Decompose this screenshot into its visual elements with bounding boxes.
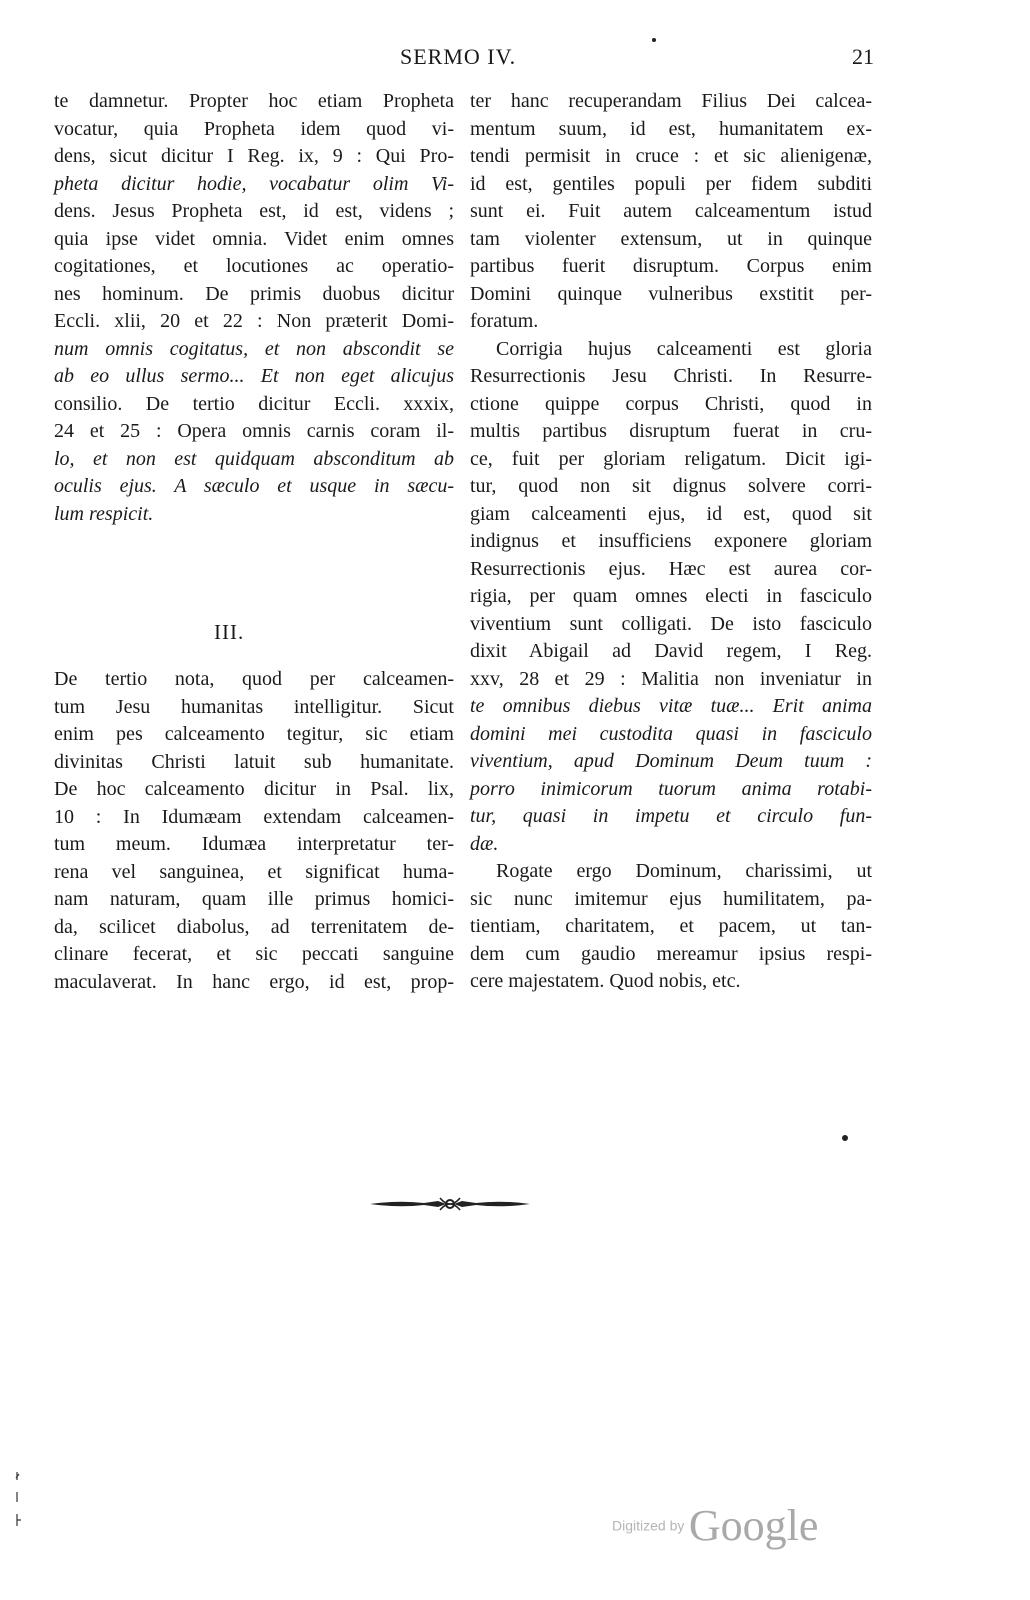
text-line: num omnis cogitatus, et non abscondit se bbox=[54, 337, 454, 360]
paragraph-prophet bbox=[54, 88, 454, 528]
text-line: enim pes calceamento tegitur, sic etiam bbox=[54, 723, 454, 745]
text-line: sic nunc imitemur ejus humilitatem, pa- bbox=[470, 887, 872, 910]
text-line: tendi permisit in cruce : et sic alienigenæ, bbox=[470, 145, 872, 167]
right-column bbox=[470, 88, 872, 996]
text-line: lum respicit. bbox=[54, 502, 154, 525]
text-line: De tertio nota, quod per calceamen- bbox=[54, 668, 454, 690]
text-line: Resurrectionis ejus. Hæc est aurea cor- bbox=[470, 557, 872, 580]
text-line: tur, quasi in impetu et circulo fun- bbox=[470, 805, 872, 827]
text-line: tur, quod non sit dignus solvere corri- bbox=[470, 475, 872, 497]
text-line: 10 : In Idumæam extendam calceamen- bbox=[54, 805, 454, 828]
text-line: Rogate ergo Dominum, charissimi, ut bbox=[496, 860, 872, 882]
text-line: vocatur, quia Propheta idem quod vi- bbox=[54, 117, 454, 140]
text-line: rena vel sanguinea, et significat huma- bbox=[54, 860, 454, 883]
text-line: domini mei custodita quasi in fasciculo bbox=[470, 722, 872, 745]
text-line: mentum suum, id est, humanitatem ex- bbox=[470, 117, 872, 140]
text-line: dens, sicut dicitur I Reg. ix, 9 : Qui Pro- bbox=[54, 145, 454, 167]
text-line: De hoc calceamento dicitur in Psal. lix, bbox=[54, 778, 454, 800]
text-line: dens. Jesus Propheta est, id est, videns ; bbox=[54, 200, 454, 222]
paragraph-corrigia bbox=[470, 336, 872, 859]
text-line: foratum. bbox=[470, 310, 539, 332]
text-line: 24 et 25 : Opera omnis carnis coram il- bbox=[54, 420, 454, 442]
watermark-brand: Google bbox=[688, 1501, 819, 1550]
text-line: cere majestatem. Quod nobis, etc. bbox=[470, 970, 741, 992]
section-heading: III. bbox=[214, 620, 245, 644]
text-line: id est, gentiles populi per fidem subditi bbox=[470, 172, 872, 195]
ink-speck bbox=[652, 38, 656, 42]
text-line: ter hanc recuperandam Filius Dei calcea- bbox=[470, 90, 872, 112]
text-line: Resurrectionis Jesu Christi. In Resurre- bbox=[470, 365, 872, 387]
margin-marks bbox=[14, 1470, 22, 1530]
text-line: viventium, apud Dominum Deum tuum : bbox=[470, 750, 872, 772]
text-line: tum Jesu humanitas intelligitur. Sicut bbox=[54, 695, 454, 718]
running-head bbox=[0, 44, 1030, 84]
text-line: dæ. bbox=[470, 832, 499, 855]
paragraph-closing bbox=[470, 858, 872, 996]
text-line: multis partibus disruptum fuerat in cru- bbox=[470, 420, 872, 442]
text-line: quia ipse videt omnia. Videt enim omnes bbox=[54, 227, 454, 250]
section-gap bbox=[54, 528, 454, 666]
paragraph-calceamentum bbox=[54, 666, 454, 996]
text-line: sunt ei. Fuit autem calceamentum istud bbox=[470, 200, 872, 222]
text-line: te omnibus diebus vitæ tuæ... Erit anima bbox=[470, 695, 872, 717]
text-line: Domini quinque vulneribus exstitit per- bbox=[470, 282, 872, 305]
text-line: Eccli. xlii, 20 et 22 : Non præterit Domi- bbox=[54, 310, 454, 332]
text-line: da, scilicet diabolus, ad terrenitatem de- bbox=[54, 915, 454, 938]
text-line: tientiam, charitatem, et pacem, ut tan- bbox=[470, 915, 872, 937]
text-line: cogitationes, et locutiones ac operatio- bbox=[54, 255, 454, 277]
text-line: nam naturam, quam ille primus homici- bbox=[54, 888, 454, 910]
text-line: dixit Abigail ad David regem, I Reg. bbox=[470, 640, 872, 662]
text-line: indignus et insufficiens exponere gloriam bbox=[470, 530, 872, 552]
watermark-prefix: Digitized by bbox=[612, 1517, 685, 1534]
text-line: tam violenter extensum, ut in quinque bbox=[470, 227, 872, 250]
text-line: ab eo ullus sermo... Et non eget alicujus bbox=[54, 365, 454, 387]
text-line: rigia, per quam omnes electi in fasciculo bbox=[470, 585, 872, 607]
text-line: ctione quippe corpus Christi, quod in bbox=[470, 392, 872, 415]
text-line: viventium sunt colligati. De isto fasciculo bbox=[470, 612, 872, 635]
page-number: 21 bbox=[852, 44, 874, 69]
text-line: porro inimicorum tuorum anima rotabi- bbox=[470, 777, 872, 800]
text-line: giam calceamenti ejus, id est, quod sit bbox=[470, 502, 872, 525]
end-ornament bbox=[368, 1192, 532, 1216]
running-title: SERMO IV. bbox=[400, 44, 517, 69]
digitization-watermark bbox=[612, 1500, 818, 1550]
text-line: xxv, 28 et 29 : Malitia non inveniatur in bbox=[470, 667, 872, 690]
text-line: tum meum. Idumæa interpretatur ter- bbox=[54, 833, 454, 855]
text-line: maculaverat. In hanc ergo, id est, prop- bbox=[54, 970, 454, 993]
text-line: divinitas Christi latuit sub humanitate. bbox=[54, 750, 454, 773]
text-line: clinare fecerat, et sic peccati sanguine bbox=[54, 943, 454, 965]
text-line: nes hominum. De primis duobus dicitur bbox=[54, 282, 454, 305]
left-column bbox=[54, 88, 454, 996]
text-line: oculis ejus. A sæculo et usque in sæcu- bbox=[54, 475, 454, 497]
text-line: consilio. De tertio dicitur Eccli. xxxix, bbox=[54, 392, 454, 415]
text-line: te damnetur. Propter hoc etiam Propheta bbox=[54, 90, 454, 112]
text-line: partibus fuerit disruptum. Corpus enim bbox=[470, 255, 872, 277]
paragraph-extension bbox=[470, 88, 872, 336]
text-line: dem cum gaudio mereamur ipsius respi- bbox=[470, 942, 872, 965]
text-line: lo, et non est quidquam absconditum ab bbox=[54, 447, 454, 470]
text-line: ce, fuit per gloriam religatum. Dicit igi- bbox=[470, 447, 872, 470]
ink-speck bbox=[842, 1135, 848, 1141]
text-line: Corrigia hujus calceamenti est gloria bbox=[496, 337, 872, 360]
text-line: pheta dicitur hodie, vocabatur olim Vi- bbox=[54, 172, 454, 195]
